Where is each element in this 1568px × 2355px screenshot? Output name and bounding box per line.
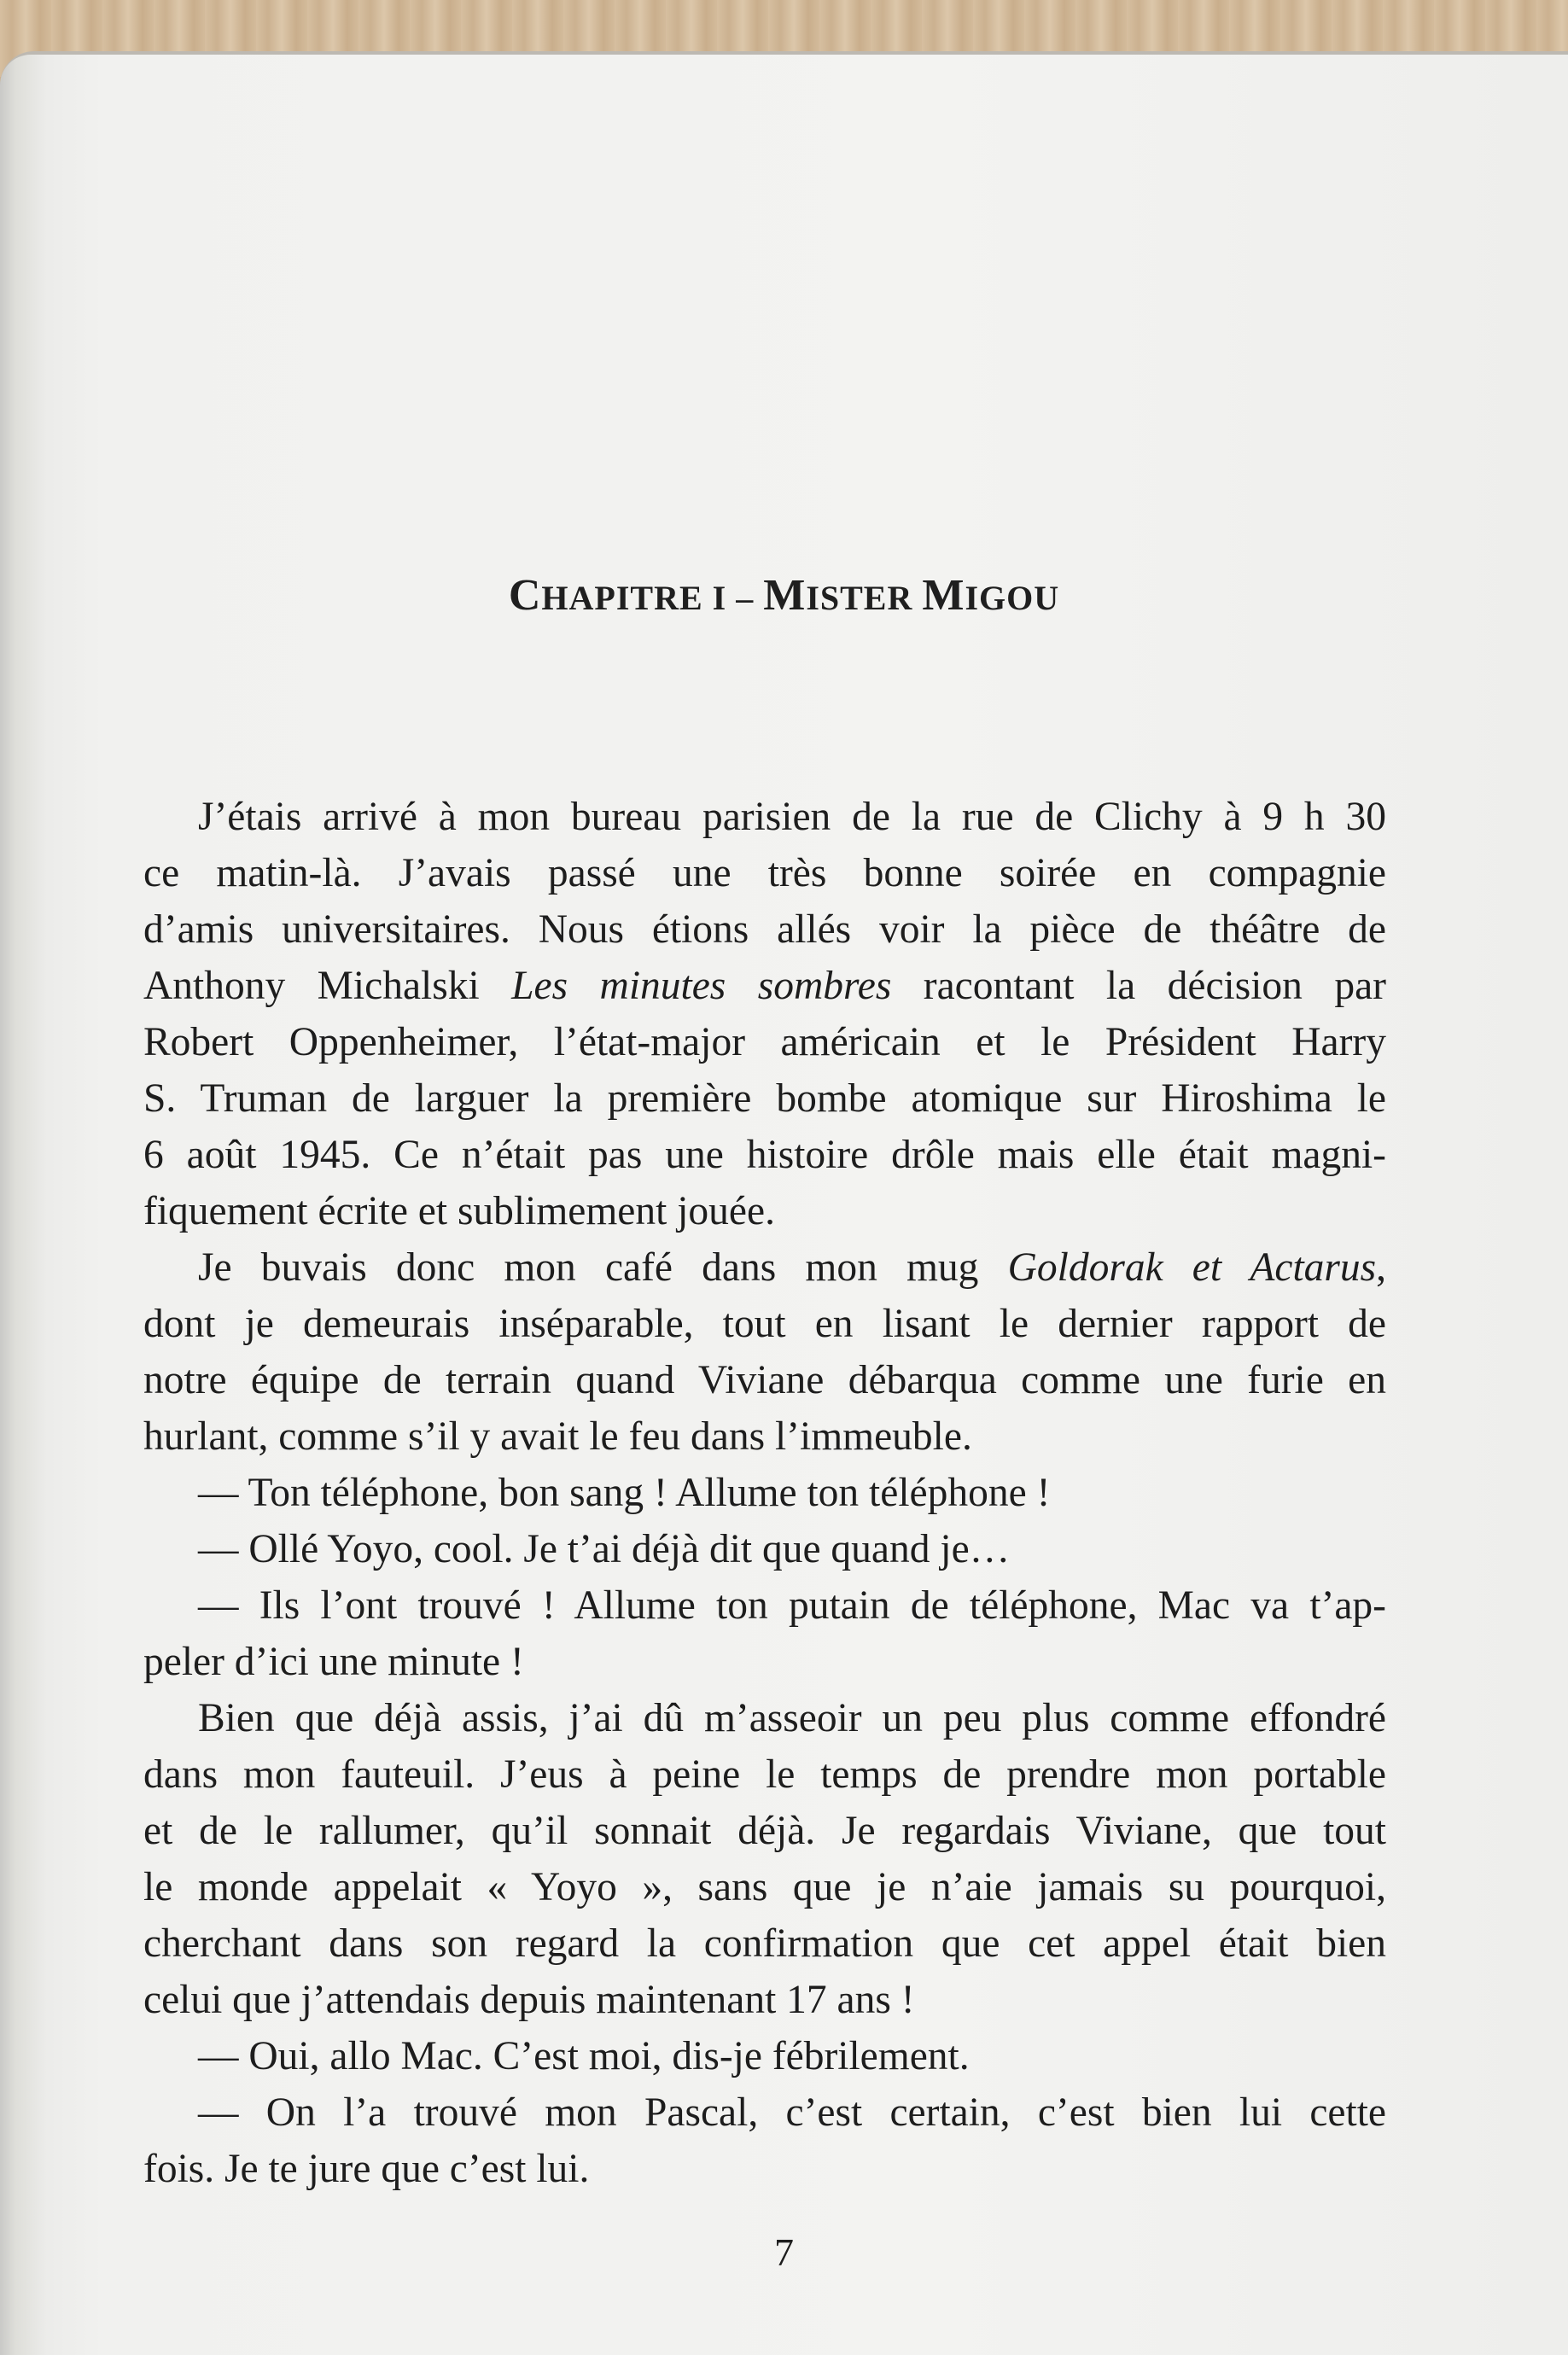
body-line: ce matin-là. J’avais passé une très bonne soirée en compagnie xyxy=(143,851,1386,895)
chapter-separator: – xyxy=(736,579,755,617)
dialogue-line: — Oui, allo Mac. C’est moi, dis-je fébrilement. xyxy=(198,2034,970,2078)
dialogue-line: — On l’a trouvé mon Pascal, c’est certain, c’est bien lui cette xyxy=(198,2090,1386,2135)
body-line-text: Je buvais donc mon café dans mon mug xyxy=(198,1245,1008,1290)
body-line: d’amis universitaires. Nous étions allés voir la pièce de théâtre de xyxy=(143,907,1386,952)
body-line-with-italic xyxy=(143,1239,1386,1296)
body-line: dans mon fauteuil. J’eus à peine le temps de prendre mon portable xyxy=(143,1752,1386,1797)
body-line: celui que j’attendais depuis maintenant 17 ans ! xyxy=(143,1978,915,2022)
chapter-title-initial-2: M xyxy=(922,571,965,620)
book-page xyxy=(0,55,1568,2355)
chapter-title-rest-1: ISTER xyxy=(806,579,913,617)
body-line: 6 août 1945. Ce n’était pas une histoire drôle mais elle était magni- xyxy=(143,1133,1386,1177)
body-line: S. Truman de larguer la première bombe atomique sur Hiroshima le xyxy=(143,1076,1386,1121)
body-text xyxy=(143,789,1386,2197)
body-line: le monde appelait « Yoyo », sans que je n’aie jamais su pourquoi, xyxy=(143,1865,1386,1909)
body-line: et de le rallumer, qu’il sonnait déjà. Je regardais Viviane, que tout xyxy=(143,1809,1386,1853)
dialogue-line: — Ils l’ont trouvé ! Allume ton putain de téléphone, Mac va t’ap- xyxy=(198,1583,1386,1628)
page-number: 7 xyxy=(774,2230,794,2274)
body-line: hurlant, comme s’il y avait le feu dans l’immeuble. xyxy=(143,1414,972,1459)
body-line: Bien que déjà assis, j’ai dû m’asseoir un peu plus comme effondré xyxy=(198,1696,1386,1740)
dialogue-line: fois. Je te jure que c’est lui. xyxy=(143,2147,590,2191)
body-line-text: racontant la décision par xyxy=(891,964,1386,1008)
body-line-with-italic xyxy=(143,958,1386,1014)
chapter-prefix-rest: HAPITRE xyxy=(541,579,703,617)
body-line: Robert Oppenheimer, l’état-major américain et le Président Harry xyxy=(143,1020,1386,1064)
body-line-text: Anthony Michalski xyxy=(143,964,512,1008)
body-line: J’étais arrivé à mon bureau parisien de la rue de Clichy à 9 h 30 xyxy=(198,795,1386,839)
dialogue-line: — Ton téléphone, bon sang ! Allume ton téléphone ! xyxy=(198,1471,1051,1515)
body-line: notre équipe de terrain quand Viviane débarqua comme une furie en xyxy=(143,1358,1386,1402)
dialogue-line: peler d’ici une minute ! xyxy=(143,1640,524,1684)
body-line: cherchant dans son regard la confirmation que cet appel était bien xyxy=(143,1921,1386,1966)
body-line-text: , xyxy=(1376,1245,1387,1290)
chapter-title-rest-2: IGOU xyxy=(965,579,1060,617)
play-title: Les minutes sombres xyxy=(511,964,892,1008)
mug-title: Goldorak et Actarus xyxy=(1007,1245,1377,1290)
chapter-prefix-initial: C xyxy=(508,571,542,620)
body-line: dont je demeurais inséparable, tout en lisant le dernier rapport de xyxy=(143,1302,1386,1346)
chapter-heading xyxy=(0,570,1568,621)
chapter-title-initial-1: M xyxy=(763,571,807,620)
body-line: fiquement écrite et sublimement jouée. xyxy=(143,1189,775,1233)
chapter-number: I xyxy=(712,579,727,617)
dialogue-line: — Ollé Yoyo, cool. Je t’ai déjà dit que quand je… xyxy=(198,1527,1011,1571)
